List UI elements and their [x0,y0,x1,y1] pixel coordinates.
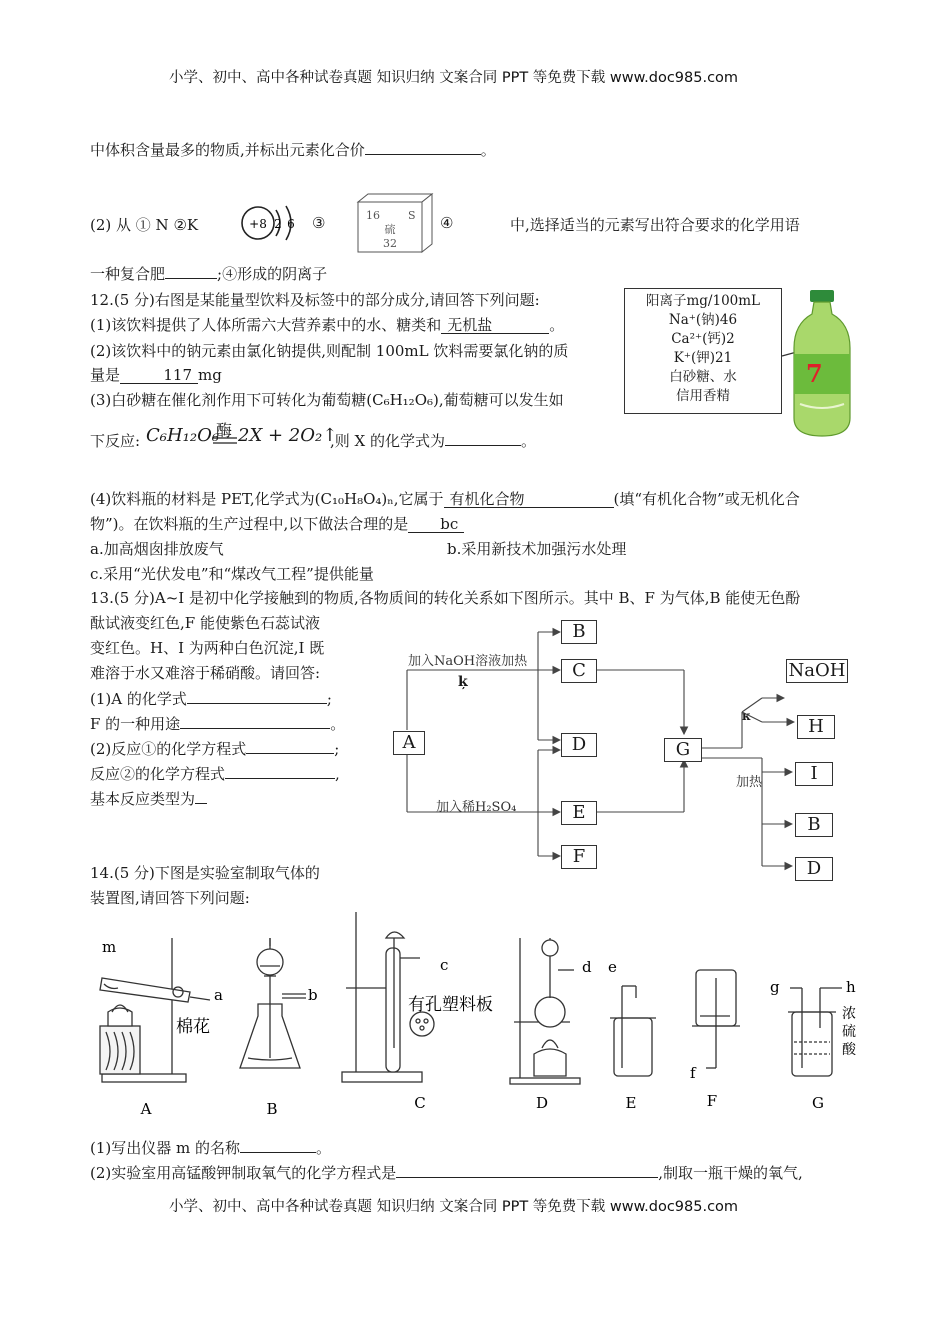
equation-right: 2X + 2O₂↑ [238,425,338,446]
q14-stem-2: 装置图,请回答下列问题: [90,889,250,907]
q11-2-line2 [90,263,327,284]
q12-stem: 12.(5 分)右图是某能量型饮料及标签中的部分成分,请回答下列问题: [90,291,540,309]
apparatus-E [610,986,656,1076]
label-h: h [846,978,856,996]
cube-name: 硫 [384,223,396,236]
node-A: A [393,731,425,755]
q13-stem: 13.(5 分)A~I 是初中化学接触到的物质,各物质间的转化关系如下图所示。其中 B、F 为气体,B 能使无色酚 [90,589,801,607]
label-acid-3: 酸 [842,1042,856,1058]
label-g: g [770,978,780,996]
answer-blank[interactable] [195,788,207,804]
q12-p3-pre: 下反应: [90,432,141,450]
bottle-cap [810,290,834,302]
caption-A: A [140,1100,152,1118]
cube-top [358,194,432,202]
q14-q2-post: ,制取一瓶干燥的氧气, [658,1164,803,1182]
q13-l9-text: 基本反应类型为 [90,790,196,808]
periodic-cube-icon [356,192,436,254]
label-heat: 加热 [736,775,763,790]
q12-p2-pre: 量是 [90,366,121,384]
q12-p2-line1: (2)该饮料中的钠元素由氯化钠提供,则配制 100mL 饮料需要氯化钠的质 [90,342,569,360]
label-reaction-1: ķ [458,674,468,690]
answer-blank[interactable] [165,263,217,279]
answer-blank[interactable] [187,688,327,704]
node-F: F [561,845,597,869]
caption-F: F [706,1092,718,1110]
node-D-left: D [561,733,597,757]
circled-4: ④ [440,214,454,232]
q14-stem-1: 14.(5 分)下图是实验室制取气体的 [90,864,320,882]
q13-l7: (2)反应①的化学方程式 ; [90,740,340,758]
q12-p4-line2-answer: bc [408,517,464,533]
node-I: I [795,762,833,786]
equals-sign-icon [212,436,238,446]
circled-3: ③ [312,214,326,232]
bottle-logo: 7 [806,359,823,388]
equation-left: C₆H₁₂O₆ [146,425,220,446]
q12-p4 [90,488,800,509]
node-E: E [561,801,597,825]
q13-l9 [90,788,207,809]
atom-e2: 6 [287,217,295,231]
apparatus-D [510,938,580,1084]
oxygen-atom-diagram-icon [238,200,304,246]
q11-2-suffix: 中,选择适当的元素写出符合要求的化学用语 [510,216,800,234]
q12-option-a: a.加高烟囱排放废气 [90,540,224,558]
answer-blank[interactable] [365,139,481,155]
q12-p4-answer: 有机化合物 [444,492,614,508]
label-m: m [102,938,117,956]
q12-p4-post: (填“有机化合物”或无机化合 [613,490,800,508]
label-add-naoh: 加入NaOH溶液加热 [408,654,528,669]
q13-l8-text: 反应②的化学方程式 [90,765,226,783]
node-NaOH: NaOH [786,659,848,683]
q11-line-top-text: 中体积含量最多的物质,并标出元素化合价 [90,141,365,159]
answer-blank[interactable] [240,1137,316,1153]
q14-q2-text: (2)实验室用高锰酸钾制取氧气的化学方程式是 [90,1164,397,1182]
apparatus-G [788,988,842,1076]
q13-l5-text: (1)A 的化学式 [90,690,187,708]
label-sugar: 白砂糖、水 [669,369,737,385]
label-add-h2so4: 加入稀H₂SO₄ [436,800,517,815]
q11-line2a: 一种复合肥 [90,265,166,283]
q14-q2 [90,1162,803,1183]
label-board: 有孔塑料板 [408,995,493,1015]
q11-2-prefix: (2) 从 ① N ②K [90,216,199,234]
caption-B: B [266,1100,278,1118]
label-f: f [690,1064,696,1082]
q13-l6: F 的一种用途 。 [90,715,346,733]
label-acid-1: 浓 [842,1006,856,1022]
label-k: K⁺(钾)21 [673,350,733,366]
q13-l8: 反应②的化学方程式 , [90,765,340,783]
answer-blank[interactable] [246,738,334,754]
atom-nucleus: +8 [249,217,267,231]
q13-l7-text: (2)反应①的化学方程式 [90,740,247,758]
caption-C: C [414,1094,426,1112]
q13-l2: 酞试液变红色,F 能使紫色石蕊试液 [90,614,320,632]
q12-option-c: c.采用“光伏发电”和“煤改气工程”提供能量 [90,565,374,583]
label-cotton: 棉花 [176,1017,210,1037]
equation-condition: 酶 [216,421,233,440]
q12-p1-pre: (1)该饮料提供了人体所需六大营养素中的水、糖类和 [90,316,442,334]
label-na: Na⁺(钠)46 [668,312,738,328]
q12-p1-answer: 无机盐 [441,318,549,334]
q12-p3-post-text: ,则 X 的化学式为 [330,432,445,450]
label-reaction-2: ĸ [742,709,751,723]
caption-D: D [535,1094,549,1112]
node-G: G [664,738,702,762]
q12-p2-unit: mg [198,366,222,384]
q14-q1-text: (1)写出仪器 m 的名称 [90,1139,241,1157]
answer-blank[interactable] [396,1162,658,1178]
q12-option-b: b.采用新技术加强污水处理 [447,540,627,558]
q12-p3-line2 [90,430,140,451]
answer-blank[interactable] [225,763,335,779]
drink-bottle-icon [770,288,870,440]
apparatus-figure [90,908,890,1124]
label-acid-2: 硫 [842,1024,856,1040]
q12-p1: (1)该饮料提供了人体所需六大营养素中的水、糖类和 无机盐 。 [90,316,565,334]
caption-G: G [812,1094,824,1112]
node-B-top: B [561,620,597,644]
label-a: a [214,986,223,1004]
apparatus-F [692,970,740,1068]
cube-number: 16 [366,209,380,222]
q11-line-top: 中体积含量最多的物质,并标出元素化合价 。 [90,141,496,159]
label-c: c [440,956,449,974]
node-D-right: D [795,857,833,881]
cube-side [422,194,432,252]
page-header: 小学、初中、高中各种试卷真题 知识归纳 文案合同 PPT 等免费下载 www.doc985.com [169,70,739,86]
node-H: H [797,715,835,739]
cube-symbol: S [408,209,416,222]
answer-blank[interactable] [180,713,330,729]
q12-p4-line2 [90,513,464,534]
q11-line2b: ;④形成的阴离子 [217,265,328,283]
q13-l3: 变红色。H、I 为两种白色沉淀,I 既 [90,639,325,657]
q13-l4: 难溶于水又难溶于稀硝酸。请回答: [90,664,321,682]
q12-p2-line2 [90,364,222,385]
q13-l5: (1)A 的化学式 ; [90,690,332,708]
answer-blank[interactable] [445,430,521,446]
q12-p4-line2-pre: 物”)。在饮料瓶的生产过程中,以下做法合理的是 [90,515,409,533]
q12-p2-answer: 117 [120,368,198,384]
q13-l6-text: F 的一种用途 [90,715,181,733]
drink-label-box [624,288,782,414]
page-footer: 小学、初中、高中各种试卷真题 知识归纳 文案合同 PPT 等免费下载 www.doc985.com [169,1199,739,1215]
q12-p4-pre: (4)饮料瓶的材料是 PET,化学式为(C₁₀H₈O₄)ₙ,它属于 [90,490,444,508]
label-e: e [608,958,617,976]
q12-p3-line1: (3)白砂糖在催化剂作用下可转化为葡萄糖(C₆H₁₂O₆),葡萄糖可以发生如 [90,391,564,409]
label-flavor: 信用香精 [676,388,730,404]
caption-E: E [625,1094,637,1112]
label-b: b [308,986,318,1004]
label-d: d [582,958,592,976]
atom-e1: 2 [274,217,282,231]
q14-q1: (1)写出仪器 m 的名称 。 [90,1139,332,1157]
label-title: 阳离子mg/100mL [645,293,761,309]
apparatus-A [100,938,210,1082]
label-ca: Ca²⁺(钙)2 [671,331,735,347]
q12-p3-post: ,则 X 的化学式为 。 [330,432,536,450]
apparatus-B [240,938,306,1068]
node-C: C [561,659,597,683]
cube-mass: 32 [383,237,397,250]
node-B-right: B [795,813,833,837]
